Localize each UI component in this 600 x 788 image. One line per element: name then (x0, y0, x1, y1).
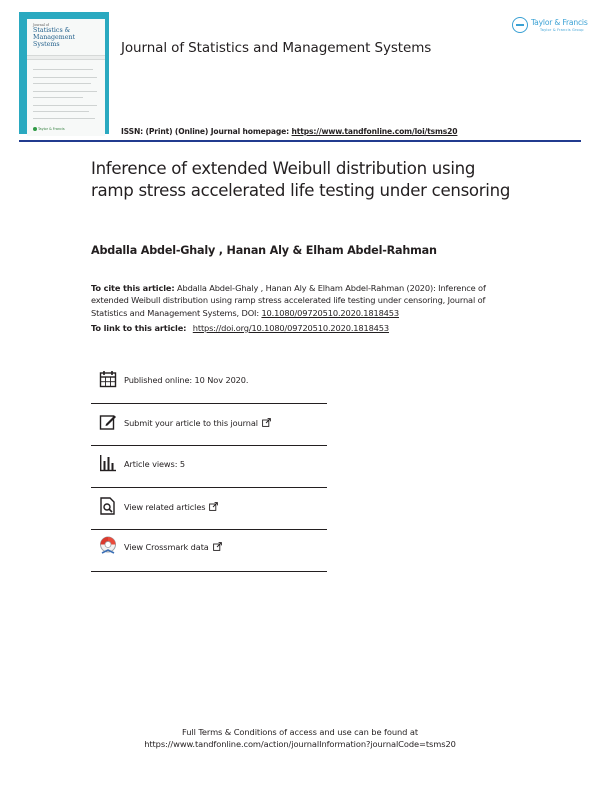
citation-text: Abdalla Abdel-Ghaly , Hanan Aly & Elham Abdel-Rahman (2020): Inference of extended Weibull distribution using ramp stress accelerated life testing under censoring, Journal of Statistics and Management Systems, DOI: (91, 283, 486, 318)
publisher-logo-icon (512, 17, 528, 33)
footer-terms-text: Full Terms & Conditions of access and use can be found at (182, 727, 418, 737)
cover-page (27, 19, 105, 136)
submit-article-label: Submit your article to this journal (124, 418, 258, 428)
related-articles-row[interactable] (91, 488, 327, 530)
cover-line (33, 111, 89, 112)
external-link-icon (209, 502, 218, 511)
cover-line (33, 77, 97, 78)
related-articles-link[interactable] (124, 502, 218, 512)
cover-line (33, 69, 93, 70)
external-link-icon (213, 542, 222, 551)
publisher-logo[interactable] (510, 15, 588, 39)
cover-publisher-mark: Taylor & Francis (33, 127, 65, 131)
header-divider (19, 140, 581, 142)
journal-cover-thumbnail (19, 12, 109, 134)
cover-small-label: Journal of (33, 23, 49, 27)
footer-terms-url[interactable]: https://www.tandfonline.com/action/journalInformation?journalCode=tsms20 (144, 739, 456, 750)
article-link-label: To link to this article: (91, 323, 187, 333)
article-link-line (91, 323, 389, 333)
journal-title: Journal of Statistics and Management Systems (121, 40, 432, 56)
article-views: Article views: 5 (124, 459, 185, 469)
crossmark-row[interactable] (91, 530, 327, 572)
cover-line (33, 118, 95, 119)
cover-title (33, 28, 99, 48)
submit-article-link[interactable] (124, 418, 271, 428)
cover-line (33, 91, 97, 92)
article-doi-url[interactable]: https://doi.org/10.1080/09720510.2020.1818453 (192, 323, 389, 333)
published-row (91, 362, 327, 404)
search-document-icon (99, 497, 117, 515)
crossmark-link[interactable] (124, 542, 222, 552)
crossmark-icon (99, 536, 117, 554)
cover-title-line: Statistics & (33, 27, 71, 34)
article-authors: Abdalla Abdel-Ghaly , Hanan Aly & Elham Abdel-Rahman (91, 244, 437, 257)
submit-article-row[interactable] (91, 404, 327, 446)
edit-icon (99, 413, 117, 431)
calendar-icon (99, 370, 117, 388)
related-articles-label: View related articles (124, 502, 206, 512)
published-date: Published online: 10 Nov 2020. (124, 375, 249, 385)
external-link-icon (262, 418, 271, 427)
article-views-row (91, 446, 327, 488)
cover-line (33, 105, 97, 106)
citation-doi-link[interactable]: 10.1080/09720510.2020.1818453 (261, 307, 399, 318)
issn-line (121, 127, 457, 136)
cover-title-line: Management Systems (33, 33, 76, 48)
journal-homepage-link[interactable]: https://www.tandfonline.com/loi/tsms20 (291, 127, 458, 136)
citation-block (91, 282, 521, 319)
publisher-logo-tagline: Taylor & Francis Group (540, 28, 584, 32)
crossmark-label: View Crossmark data (124, 542, 209, 552)
citation-label: To cite this article: (91, 283, 175, 293)
bar-chart-icon (99, 454, 117, 472)
cover-line (33, 97, 83, 98)
issn-text: ISSN: (Print) (Online) Journal homepage: (121, 127, 290, 136)
cover-line (33, 83, 91, 84)
cover-band (27, 55, 105, 60)
footer (0, 726, 600, 751)
publisher-logo-name: Taylor & Francis (531, 18, 588, 27)
article-title: Inference of extended Weibull distribution using ramp stress accelerated life testing under censoring (91, 159, 511, 200)
